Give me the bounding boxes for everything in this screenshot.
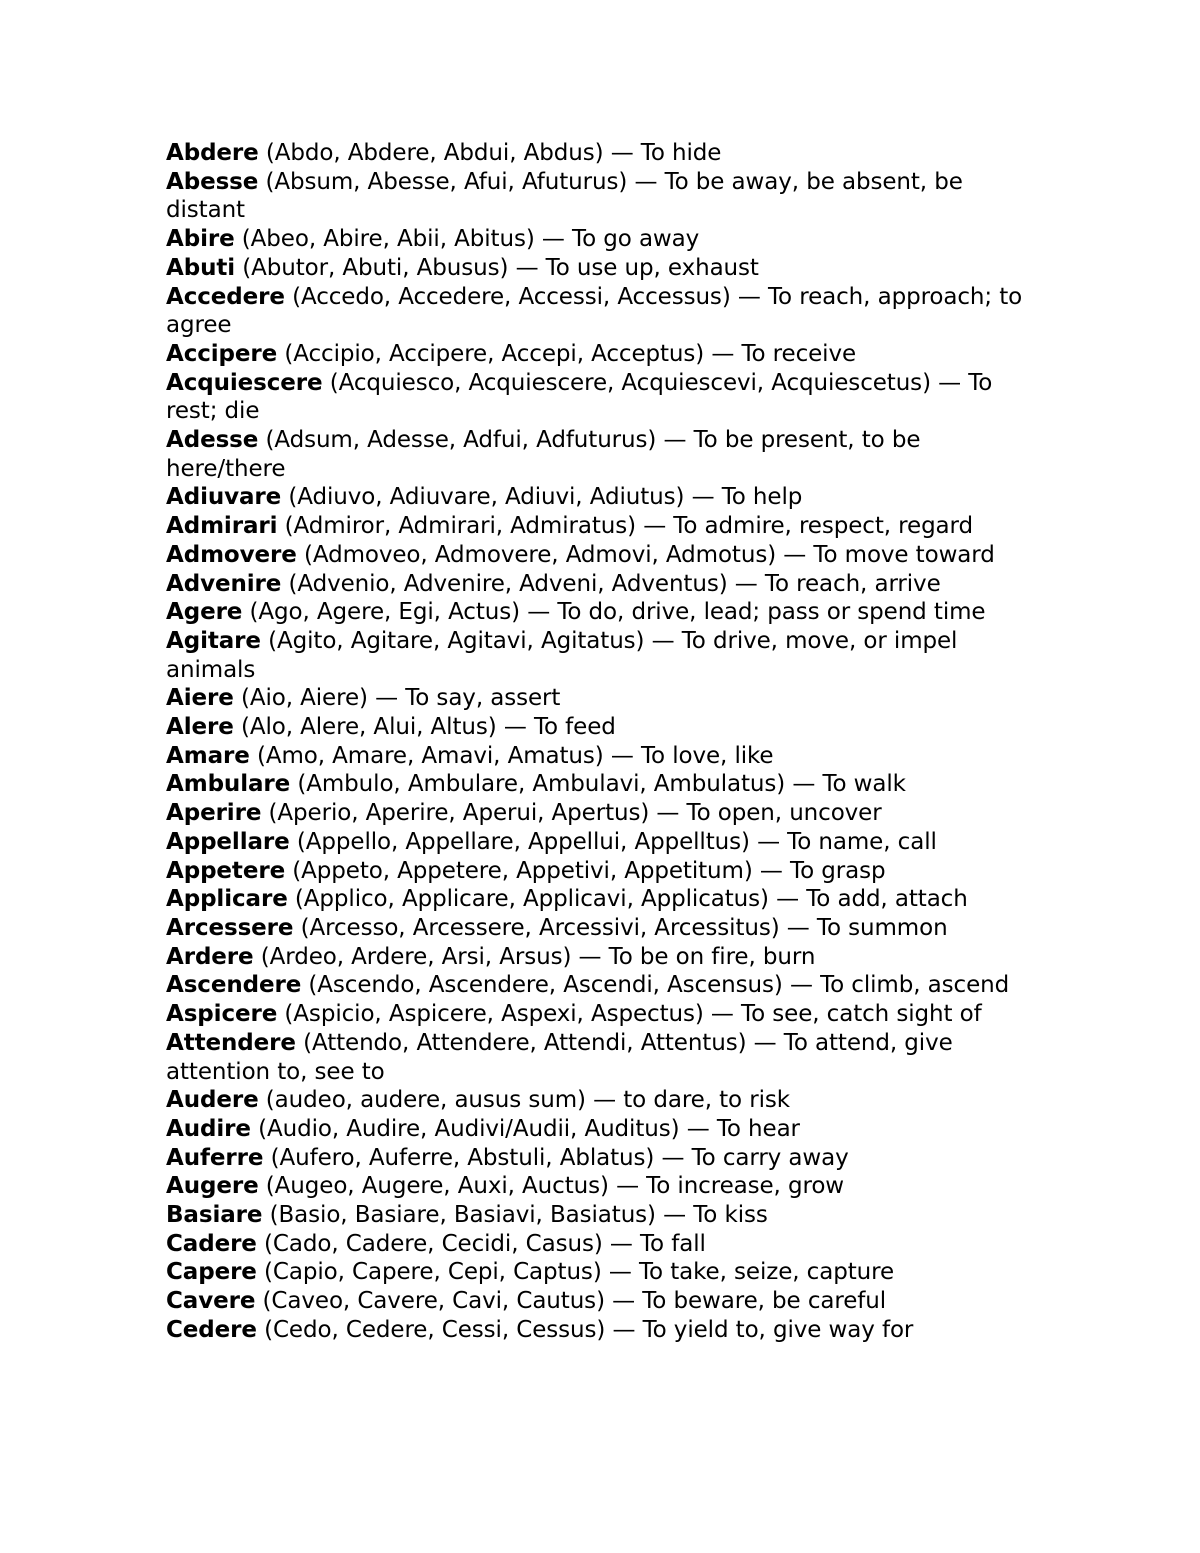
verb-headword: Amare bbox=[166, 742, 250, 769]
verb-principal-parts-and-meaning: (Abdo, Abdere, Abdui, Abdus) — To hide bbox=[258, 140, 722, 166]
verb-headword: Audire bbox=[166, 1115, 251, 1142]
verb-headword: Cavere bbox=[166, 1288, 256, 1315]
verb-headword: Augere bbox=[166, 1173, 259, 1200]
verb-entry bbox=[166, 426, 1046, 483]
verb-entry bbox=[166, 369, 1046, 426]
verb-entry bbox=[166, 1144, 1046, 1173]
verb-headword: Aperire bbox=[166, 800, 262, 827]
verb-entry bbox=[166, 1287, 1046, 1316]
verb-entry bbox=[166, 283, 1046, 340]
verb-principal-parts-and-meaning: (Augeo, Augere, Auxi, Auctus) — To increase, grow bbox=[258, 1173, 845, 1200]
verb-principal-parts-and-meaning: (Ardeo, Ardere, Arsi, Arsus) — To be on fire, burn bbox=[253, 943, 816, 970]
verb-entry bbox=[166, 1316, 1046, 1345]
verb-entry bbox=[166, 971, 1046, 1000]
verb-entry bbox=[166, 684, 1046, 713]
verb-entry bbox=[166, 340, 1046, 369]
verb-entry bbox=[166, 1086, 1046, 1115]
verb-principal-parts-and-meaning: (Appeto, Appetere, Appetivi, Appetitum) — To grasp bbox=[285, 857, 886, 884]
verb-headword: Appellare bbox=[166, 828, 290, 855]
document-page bbox=[166, 139, 1046, 1345]
verb-headword: Abuti bbox=[166, 254, 236, 281]
verb-headword: Abesse bbox=[166, 168, 259, 195]
verb-headword: Abire bbox=[166, 226, 235, 253]
verb-entry bbox=[166, 1230, 1046, 1259]
verb-principal-parts-and-meaning: (Accedo, Accedere, Accessi, Accessus) — To reach, approach; to agree bbox=[166, 283, 1023, 339]
verb-entry bbox=[166, 799, 1046, 828]
verb-principal-parts-and-meaning: (Caveo, Cavere, Cavi, Cautus) — To beware, be careful bbox=[255, 1288, 887, 1315]
verb-principal-parts-and-meaning: (Adsum, Adesse, Adfui, Adfuturus) — To be present, to be here/there bbox=[166, 427, 921, 482]
verb-principal-parts-and-meaning: (Aio, Aiere) — To say, assert bbox=[233, 685, 561, 712]
verb-headword: Agitare bbox=[166, 627, 261, 654]
verb-principal-parts-and-meaning: (Adiuvo, Adiuvare, Adiuvi, Adiutus) — To help bbox=[281, 484, 803, 511]
verb-entry bbox=[166, 1258, 1046, 1287]
verb-headword: Applicare bbox=[166, 886, 288, 913]
verb-entry bbox=[166, 139, 1046, 168]
verb-principal-parts-and-meaning: (Ambulo, Ambulare, Ambulavi, Ambulatus) — To walk bbox=[290, 771, 906, 798]
verb-headword: Advenire bbox=[166, 570, 282, 597]
verb-headword: Capere bbox=[166, 1259, 257, 1286]
verb-principal-parts-and-meaning: (Aperio, Aperire, Aperui, Apertus) — To open, uncover bbox=[261, 800, 882, 827]
verb-entry bbox=[166, 598, 1046, 627]
verb-entry bbox=[166, 828, 1046, 857]
verb-principal-parts-and-meaning: (Cado, Cadere, Cecidi, Casus) — To fall bbox=[256, 1230, 706, 1257]
verb-headword: Attendere bbox=[166, 1029, 296, 1056]
verb-entry bbox=[166, 1115, 1046, 1144]
verb-headword: Aiere bbox=[166, 685, 234, 712]
verb-headword: Accedere bbox=[166, 283, 285, 310]
verb-headword: Arcessere bbox=[166, 914, 294, 941]
verb-headword: Abdere bbox=[166, 140, 259, 166]
verb-principal-parts-and-meaning: (Admiror, Admirari, Admiratus) — To admire, respect, regard bbox=[277, 513, 974, 540]
verb-entry bbox=[166, 168, 1046, 225]
verb-principal-parts-and-meaning: (Appello, Appellare, Appellui, Appelltus) — To name, call bbox=[289, 828, 937, 855]
verb-headword: Ascendere bbox=[166, 972, 302, 999]
verb-entry bbox=[166, 627, 1046, 684]
verb-entry bbox=[166, 512, 1046, 541]
verb-headword: Cadere bbox=[166, 1230, 257, 1257]
verb-entry bbox=[166, 225, 1046, 254]
verb-principal-parts-and-meaning: (Applico, Applicare, Applicavi, Applicatus) — To add, attach bbox=[287, 886, 968, 913]
verb-principal-parts-and-meaning: (Advenio, Advenire, Adveni, Adventus) — To reach, arrive bbox=[281, 570, 941, 597]
verb-principal-parts-and-meaning: (Abutor, Abuti, Abusus) — To use up, exhaust bbox=[235, 254, 759, 281]
verb-headword: Appetere bbox=[166, 857, 286, 884]
verb-entry bbox=[166, 1029, 1046, 1086]
verb-headword: Basiare bbox=[166, 1202, 263, 1229]
verb-entry bbox=[166, 1201, 1046, 1230]
verb-principal-parts-and-meaning: (Amo, Amare, Amavi, Amatus) — To love, like bbox=[249, 742, 774, 769]
verb-entry bbox=[166, 742, 1046, 771]
verb-headword: Auferre bbox=[166, 1144, 264, 1171]
verb-headword: Cedere bbox=[166, 1316, 257, 1343]
verb-principal-parts-and-meaning: (Ascendo, Ascendere, Ascendi, Ascensus) — To climb, ascend bbox=[301, 972, 1010, 999]
verb-principal-parts-and-meaning: (Accipio, Accipere, Accepi, Acceptus) — To receive bbox=[277, 340, 857, 367]
verb-principal-parts-and-meaning: (Attendo, Attendere, Attendi, Attentus) — To attend, give attention to, see to bbox=[166, 1029, 953, 1085]
verb-headword: Ardere bbox=[166, 943, 254, 970]
verb-entry bbox=[166, 541, 1046, 570]
verb-headword: Aspicere bbox=[166, 1001, 278, 1028]
verb-principal-parts-and-meaning: (Acquiesco, Acquiescere, Acquiescevi, Acquiescetus) — To rest; die bbox=[166, 369, 993, 425]
verb-principal-parts-and-meaning: (Alo, Alere, Alui, Altus) — To feed bbox=[233, 714, 616, 741]
verb-principal-parts-and-meaning: (Audio, Audire, Audivi/Audii, Auditus) — To hear bbox=[250, 1115, 800, 1142]
verb-headword: Adiuvare bbox=[166, 484, 282, 511]
verb-entry bbox=[166, 770, 1046, 799]
verb-headword: Adesse bbox=[166, 427, 259, 454]
verb-headword: Admirari bbox=[166, 513, 278, 540]
verb-entry bbox=[166, 1000, 1046, 1029]
verb-headword: Alere bbox=[166, 714, 234, 741]
verb-principal-parts-and-meaning: (Basio, Basiare, Basiavi, Basiatus) — To kiss bbox=[262, 1202, 768, 1229]
verb-principal-parts-and-meaning: (Aspicio, Aspicere, Aspexi, Aspectus) — To see, catch sight of bbox=[277, 1001, 982, 1028]
verb-principal-parts-and-meaning: (Arcesso, Arcessere, Arcessivi, Arcessitus) — To summon bbox=[293, 914, 948, 941]
verb-headword: Admovere bbox=[166, 541, 297, 568]
verb-principal-parts-and-meaning: (Abeo, Abire, Abii, Abitus) — To go away bbox=[234, 226, 700, 253]
verb-entry bbox=[166, 1172, 1046, 1201]
verb-headword: Ambulare bbox=[166, 771, 291, 798]
verb-principal-parts-and-meaning: (Cedo, Cedere, Cessi, Cessus) — To yield to, give way for bbox=[256, 1316, 914, 1343]
verb-entry bbox=[166, 943, 1046, 972]
verb-entry bbox=[166, 713, 1046, 742]
verb-list bbox=[166, 139, 1046, 1345]
verb-principal-parts-and-meaning: (Absum, Abesse, Afui, Afuturus) — To be away, be absent, be distant bbox=[166, 168, 963, 224]
verb-headword: Audere bbox=[166, 1087, 259, 1114]
verb-headword: Agere bbox=[166, 599, 243, 626]
verb-headword: Acquiescere bbox=[166, 369, 323, 396]
verb-entry bbox=[166, 254, 1046, 283]
verb-principal-parts-and-meaning: (Ago, Agere, Egi, Actus) — To do, drive, lead; pass or spend time bbox=[242, 599, 986, 626]
verb-headword: Accipere bbox=[166, 340, 278, 367]
verb-entry bbox=[166, 914, 1046, 943]
verb-entry bbox=[166, 857, 1046, 886]
verb-principal-parts-and-meaning: (audeo, audere, ausus sum) — to dare, to risk bbox=[258, 1087, 790, 1114]
verb-principal-parts-and-meaning: (Aufero, Auferre, Abstuli, Ablatus) — To carry away bbox=[263, 1144, 849, 1171]
verb-principal-parts-and-meaning: (Capio, Capere, Cepi, Captus) — To take, seize, capture bbox=[256, 1259, 895, 1286]
verb-entry bbox=[166, 885, 1046, 914]
verb-principal-parts-and-meaning: (Admoveo, Admovere, Admovi, Admotus) — To move toward bbox=[296, 541, 995, 568]
verb-entry bbox=[166, 483, 1046, 512]
verb-principal-parts-and-meaning: (Agito, Agitare, Agitavi, Agitatus) — To drive, move, or impel animals bbox=[166, 627, 958, 683]
verb-entry bbox=[166, 570, 1046, 599]
